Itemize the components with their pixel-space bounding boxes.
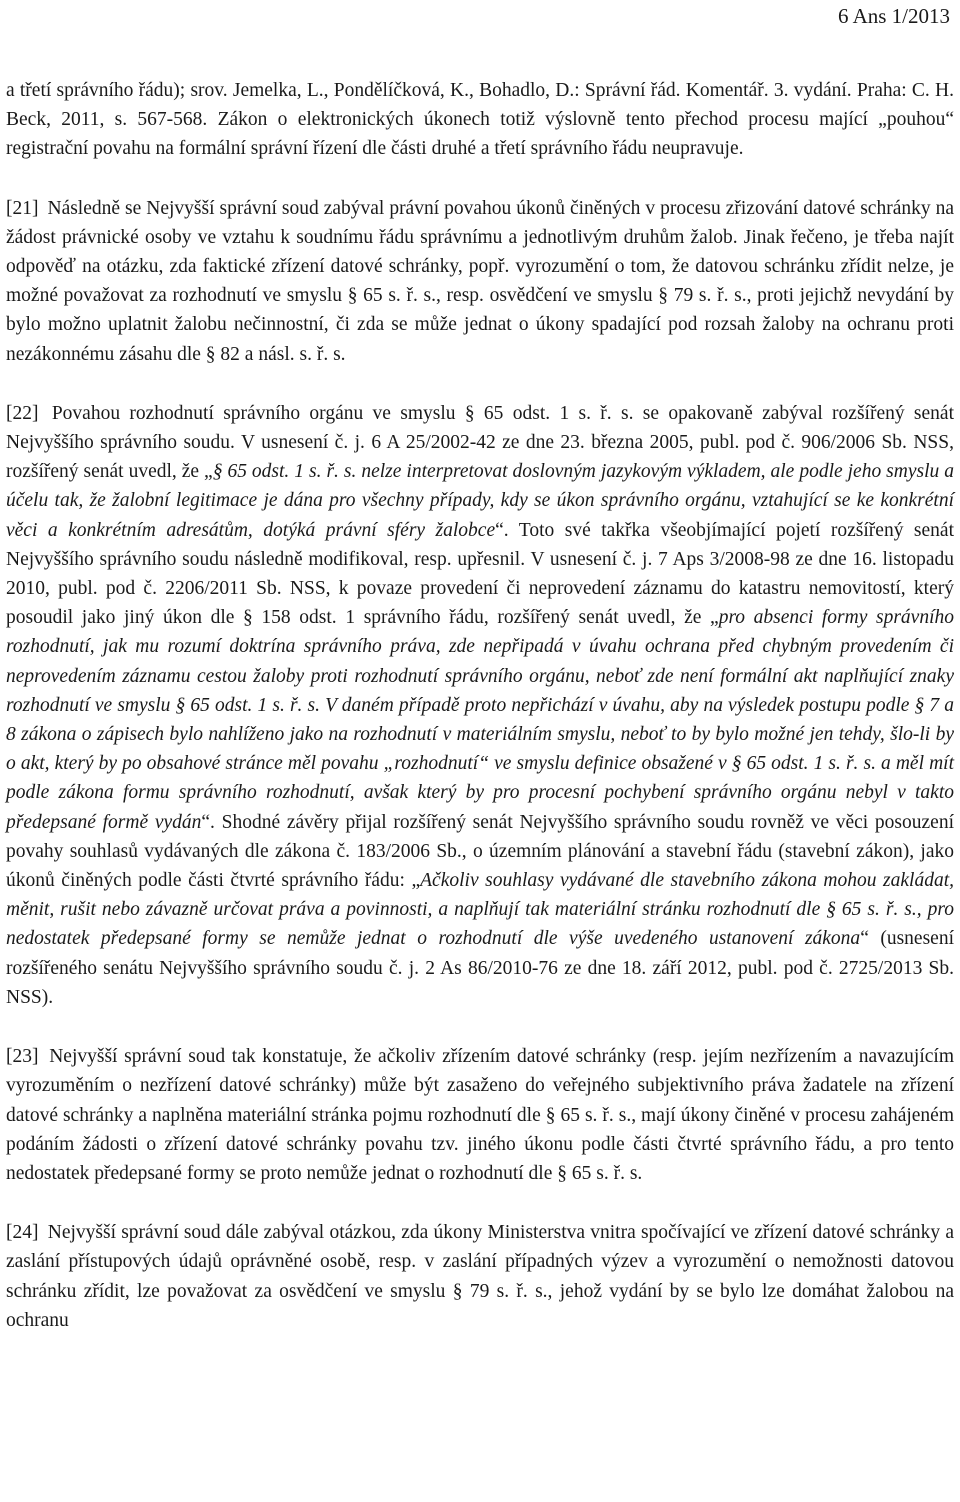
paragraph-text: “ (usnesení rozšířeného senátu Nejvyššího správního soudu č. j. 2 As 86/2010-76 ze dne 18. září 2012, publ. pod č. 2725/2013 Sb. NSS). [6, 928, 954, 1008]
paragraph-21 [6, 194, 954, 369]
paragraph-text: “. Shodné závěry přijal rozšířený senát Nejvyššího správního soudu rovněž ve věci posouzení povahy souhlasů vydávaných dle zákona č. 183/2006 Sb., o územním plánování a stavební řádu (stavební zákon), jako úkonů činěných podle části čtvrté správního řádu: „ [6, 811, 954, 892]
paragraph-text: Povahou rozhodnutí správního orgánu ve smyslu § 65 odst. 1 s. ř. s. se opakovaně zabýval rozšířený senát Nejvyššího správního soudu. V usnesení č. j. 6 A 25/2002-42 ze dne 23. března 2005, publ. pod č. 906/2006 Sb. NSS, rozšířený senát uvedl, že „ [6, 402, 955, 483]
quotation-text: pro absenci formy správního rozhodnutí, jak mu rozumí doktrína správního práva, zde nepřipadá v úvahu ochrana před chybným provedením či neprovedením záznamu cestou žaloby proti rozhodnutí správního orgánu, neboť zde není formální akt naplňující znaky rozhodnutí ve smyslu § 65 odst. 1 s. ř. s. V daném případě proto nepřichází v úvahu, aby na výsledek postupu podle § 7 a 8 zákona o zápisech bylo nahlíženo jako na rozhodnutí v materiálním smyslu, neboť to by bylo možné jen tehdy, šlo-li by o akt, který by po obsahové stránce měl povahu „rozhodnutí“ ve smyslu definice obsažené v § 65 odst. 1 s. ř. s. a měl mít podle zákona formu správního rozhodnutí, avšak který by pro procesní pochybení správního orgánu nebyl v takto předepsané formě vydán [6, 607, 954, 833]
paragraph-number: [24] [6, 1222, 39, 1244]
paragraph-text: “. Toto své takřka všeobjímající pojetí rozšířený senát Nejvyššího správního soudu následně modifikoval, resp. upřesnil. V usnesení č. j. 7 Aps 3/2008-98 ze dne 16. listopadu 2010, publ. pod č. 2206/2011 Sb. NSS, k povaze provedení či neprovedení záznamu do katastru nemovitostí, který posoudil jako jiný úkon dle § 158 odst. 1 správního řádu, rozšířený senát uvedl, že „ [6, 519, 954, 629]
paragraph-22 [6, 399, 954, 1012]
paragraph-text: Nejvyšší správní soud dále zabýval otázkou, zda úkony Ministerstva vnitra spočívající ve zřízení datové schránky a zaslání přístupových údajů oprávněné osobě, resp. v zaslání případných výzev a vyrozumění o nemožnosti datovou schránku zřídit, lze považovat za osvědčení ve smyslu § 79 s. ř. s., jehož vydání by se bylo lze domáhat žalobou na ochranu [6, 1222, 955, 1331]
paragraph-text: Nejvyšší správní soud tak konstatuje, že ačkoliv zřízením datové schránky (resp. jejím nezřízením a navazujícím vyrozuměním o nezřízení datové schránky) může být zasaženo do veřejného subjektivního práva žadatele na zřízení datové schránky a naplněna materiální stránka pojmu rozhodnutí dle § 65 s. ř. s., mají úkony činěné v procesu zahájeném podáním žádosti o zřízení datové schránky povahu tzv. jiného úkonu podle části čtvrté správního řádu, a pro tento nedostatek předepsané formy se proto nemůže jednat o rozhodnutí dle § 65 s. ř. s. [6, 1046, 954, 1184]
paragraph-24 [6, 1218, 954, 1335]
paragraph-23 [6, 1042, 954, 1188]
paragraph-number: [23] [6, 1046, 39, 1068]
paragraph-text: Následně se Nejvyšší správní soud zabýval právní povahou úkonů činěných v procesu zřizování datové schránky na žádost právnické osoby ve vztahu k soudnímu řádu správnímu a jednotlivým druhům žalob. Jinak řečeno, je třeba najít odpověď na otázku, zda faktické zřízení datové schránky, popř. vyrozumění o tom, že datovou schránku zřídit nelze, je možné považovat za rozhodnutí ve smyslu § 65 s. ř. s., resp. osvědčení ve smyslu § 79 s. ř. s., proti jejichž nevydání by bylo možno uplatnit žalobu nečinnostní, či zda se může jednat o úkony spadající pod rozsah žaloby na ochranu proti nezákonnému zásahu dle § 82 a násl. s. ř. s. [6, 197, 954, 365]
paragraph-continuation [6, 76, 954, 164]
paragraph-number: [22] [6, 402, 39, 424]
paragraph-text: a třetí správního řádu); srov. Jemelka, L., Pondělíčková, K., Bohadlo, D.: Správní řád. Komentář. 3. vydání. Praha: C. H. Beck, 2011, s. 567-568. Zákon o elektronických úkonech totiž výslovně tento přechod procesu mající „pouhou“ registrační povahu na formální správní řízení dle části druhé a třetí správního řádu neupravuje. [6, 80, 954, 160]
document-body [6, 76, 954, 1365]
page-header: 6 Ans 1/2013 [837, 4, 950, 28]
paragraph-number: [21] [6, 197, 39, 219]
quotation-text: Ačkoliv souhlasy vydávané dle stavebního zákona mohou zakládat, měnit, rušit nebo závazně určovat práva a povinnosti, a naplňují tak materiální stránku rozhodnutí dle § 65 s. ř. s., pro nedostatek předepsané formy se nemůže jednat o rozhodnutí dle výše uvedeného ustanovení zákona [6, 870, 954, 950]
quotation-text: § 65 odst. 1 s. ř. s. nelze interpretovat doslovným jazykovým výkladem, ale podle jeho smyslu a účelu tak, že žalobní legitimace je dána pro všechny případy, kdy se úkon správního orgánu, vztahující se ke konkrétní věci a konkrétním adresátům, dotýká právní sféry žalobce [6, 461, 954, 541]
